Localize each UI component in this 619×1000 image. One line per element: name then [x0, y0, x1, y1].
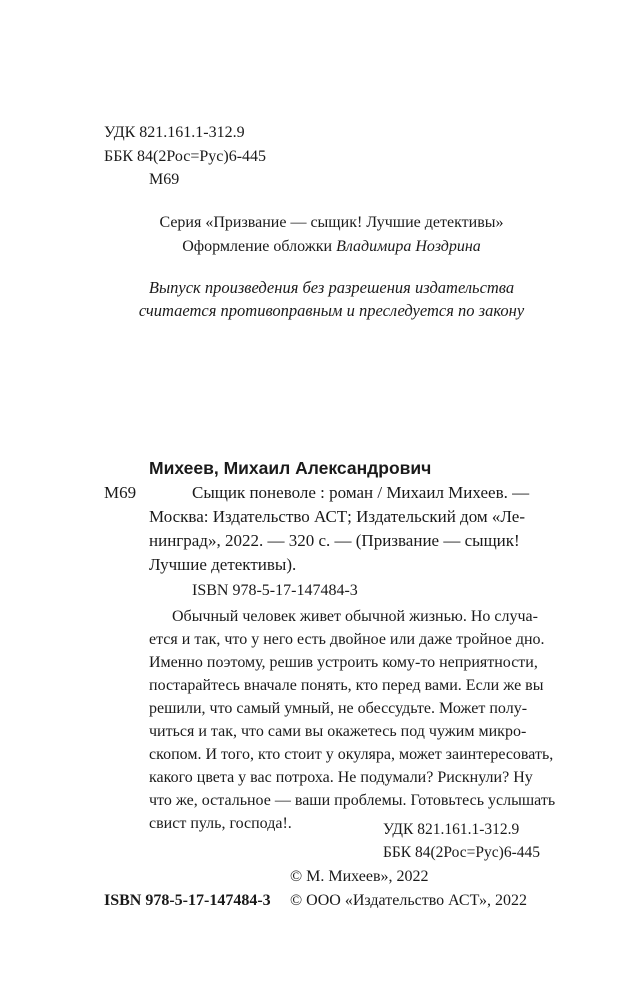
annotation-line: что же, остальное — ваши проблемы. Готовьтесь услышать: [149, 792, 556, 809]
cover-artist: Владимира Ноздрина: [336, 238, 481, 255]
record-line: нинград», 2022. — 320 с. — (Призвание — сыщик!: [149, 531, 520, 550]
series-title: Серия «Призвание — сыщик! Лучшие детективы»: [159, 214, 504, 231]
annotation-line: скопом. И того, кто стоит у окуляра, может заинтересовать,: [149, 746, 554, 763]
record-line: Москва: Издательство АСТ; Издательский дом «Ле-: [149, 507, 526, 526]
footer-bbk-code: ББК 84(2Рос=Рус)6-445: [383, 844, 540, 861]
annotation-line: Обычный человек живет обычной жизнью. Но случа-: [172, 608, 538, 625]
cover-credit: [0, 239, 619, 255]
record-author-mark: М69: [104, 483, 137, 502]
footer-isbn: ISBN 978-5-17-147484-3: [104, 892, 271, 909]
annotation-line: свист пуль, господа!.: [149, 815, 292, 832]
annotation-line: ется и так, что у него есть двойное или даже тройное дно.: [149, 631, 545, 648]
annotation-line: читься и так, что сами вы окажетесь под чужим микро-: [149, 723, 527, 740]
legal-notice-line: Выпуск произведения без разрешения издательства: [148, 278, 515, 297]
copyright-author: © М. Михеев», 2022: [290, 868, 429, 885]
cover-credit-label: Оформление обложки: [182, 238, 337, 255]
record-line: Сыщик поневоле : роман / Михаил Михеев. —: [192, 483, 530, 502]
annotation-line: какого цвета у вас потроха. Не подумали? Рискнули? Ну: [149, 769, 533, 786]
record-line: Лучшие детективы).: [149, 555, 297, 574]
author-mark: М69: [149, 171, 180, 188]
bbk-code: ББК 84(2Рос=Рус)6-445: [104, 148, 267, 165]
record-author: Михеев, Михаил Александрович: [149, 458, 432, 478]
annotation-line: решили, что самый умный, не обессудьте. Может полу-: [149, 700, 528, 717]
copyright-publisher: © ООО «Издательство АСТ», 2022: [290, 892, 527, 909]
legal-notice-line: считается противоправным и преследуется по закону: [138, 301, 525, 320]
annotation-line: постарайтесь вначале понять, кто перед вами. Если же вы: [149, 677, 544, 694]
annotation-line: Именно поэтому, решив устроить кому-то неприятности,: [149, 654, 538, 671]
footer-udk-code: УДК 821.161.1-312.9: [383, 821, 520, 838]
udk-code: УДК 821.161.1-312.9: [104, 124, 245, 141]
record-isbn: ISBN 978-5-17-147484-3: [192, 582, 358, 599]
